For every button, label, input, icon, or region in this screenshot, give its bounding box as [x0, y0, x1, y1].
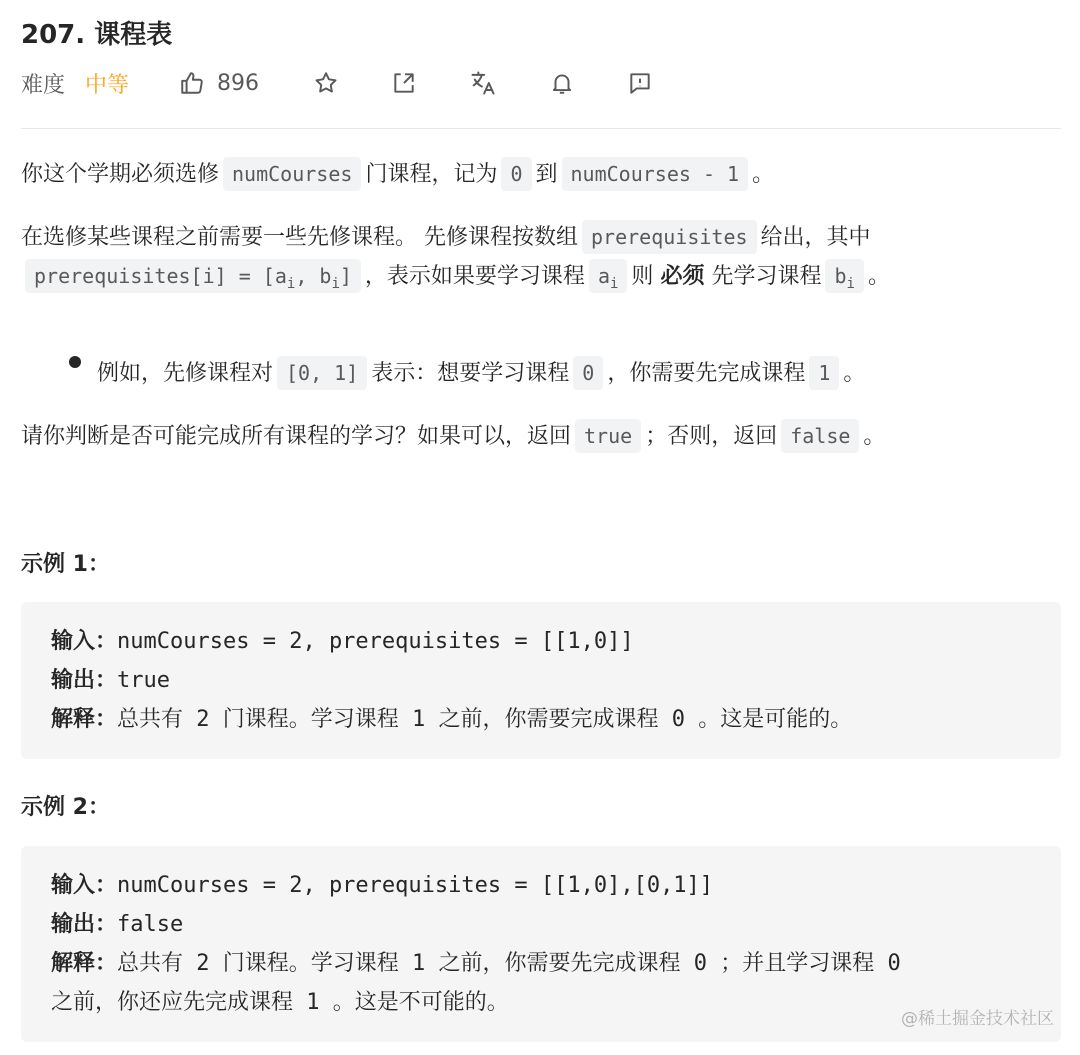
- list-bullet: [69, 356, 81, 368]
- input-value: numCourses = 2, prerequisites = [[1,0],[0,1]]: [117, 873, 714, 898]
- difficulty-label: 难度: [21, 72, 66, 98]
- subscript: i: [331, 276, 340, 292]
- inline-code: numCourses: [223, 157, 361, 191]
- text: ，你需要先完成课程: [607, 361, 806, 386]
- bell-icon: [549, 70, 575, 96]
- text: 先学习课程: [711, 264, 822, 289]
- text: 例如，先修课程对: [97, 361, 274, 386]
- input-label: 输入：: [51, 873, 118, 898]
- share-icon: [391, 70, 417, 96]
- like-count: 896: [217, 70, 260, 96]
- code-text: prerequisites[i] = [a: [34, 264, 287, 288]
- code-text: , b: [295, 264, 332, 288]
- example-output-line: [51, 905, 183, 944]
- text: 给出，其中: [760, 225, 871, 250]
- favorite-button[interactable]: [313, 70, 339, 96]
- divider: [21, 128, 1061, 129]
- example-1-heading: 示例 1：: [21, 552, 110, 577]
- star-icon: [313, 70, 339, 96]
- explain-value: 总共有 2 门课程。学习课程 1 之前，你需要先完成课程 0 ；并且学习课程 0: [117, 951, 901, 976]
- inline-code: numCourses - 1: [562, 157, 749, 191]
- output-value: true: [117, 668, 170, 693]
- inline-code: [25, 259, 361, 293]
- example-1-block: [21, 602, 1061, 759]
- feedback-icon: [627, 70, 653, 96]
- example-input-line: [51, 866, 713, 905]
- inline-code: true: [575, 419, 641, 453]
- subscript: i: [846, 276, 855, 292]
- thumb-up-icon: [179, 70, 205, 96]
- inline-code: [0, 1]: [277, 356, 367, 390]
- text: 。: [863, 424, 886, 449]
- example-explain-line: [51, 944, 901, 983]
- text: ，表示如果要学习课程: [364, 264, 585, 289]
- code-text: b: [834, 264, 847, 288]
- inline-code: 0: [573, 356, 603, 390]
- subscript: i: [609, 276, 619, 292]
- description-paragraph-3: [21, 417, 1061, 456]
- text: 则: [631, 264, 654, 289]
- input-value: numCourses = 2, prerequisites = [[1,0]]: [117, 629, 634, 654]
- output-label: 输出：: [51, 912, 118, 937]
- explain-value: 总共有 2 门课程。学习课程 1 之前，你需要完成课程 0 。这是可能的。: [117, 707, 853, 732]
- text: 请你判断是否可能完成所有课程的学习？如果可以，返回: [21, 424, 572, 449]
- bold-text: 必须: [660, 264, 705, 289]
- problem-meta-bar: [21, 66, 1061, 100]
- example-2-heading: 示例 2：: [21, 795, 110, 820]
- description-list-item: [97, 354, 1057, 393]
- example-input-line: [51, 622, 634, 661]
- text: 门课程，记为: [365, 162, 498, 187]
- output-value: false: [117, 912, 184, 937]
- example-explain-line-2: 之前，你还应先完成课程 1 。这是不可能的。: [51, 990, 509, 1015]
- translate-icon: [469, 69, 497, 97]
- inline-code: prerequisites: [582, 220, 757, 254]
- text: 。: [867, 264, 890, 289]
- feedback-button[interactable]: [627, 70, 653, 96]
- like-button[interactable]: [179, 70, 259, 96]
- explain-label: 解释：: [51, 707, 118, 732]
- example-explain-line: [51, 700, 852, 739]
- text: 。: [752, 162, 775, 187]
- example-output-line: [51, 661, 170, 700]
- inline-code: 0: [501, 157, 531, 191]
- description-paragraph-2: [21, 218, 1021, 303]
- code-text: ]: [339, 264, 352, 288]
- text: 你这个学期必须选修: [21, 162, 220, 187]
- code-text: a: [597, 264, 610, 288]
- text: ；否则，返回: [645, 424, 778, 449]
- share-button[interactable]: [391, 70, 417, 96]
- translate-button[interactable]: [469, 69, 497, 97]
- inline-code: [825, 259, 863, 293]
- watermark: @稀土掘金技术社区: [901, 1009, 1054, 1029]
- inline-code: false: [781, 419, 859, 453]
- inline-code: 1: [809, 356, 839, 390]
- inline-code: [589, 259, 627, 293]
- input-label: 输入：: [51, 629, 118, 654]
- subscript: i: [286, 276, 296, 292]
- subscribe-button[interactable]: [549, 70, 575, 96]
- page-title: 207. 课程表: [21, 20, 173, 50]
- explain-label: 解释：: [51, 951, 118, 976]
- text: 。: [843, 361, 866, 386]
- text: 表示：想要学习课程: [371, 361, 570, 386]
- output-label: 输出：: [51, 668, 118, 693]
- text: 在选修某些课程之前需要一些先修课程。 先修课程按数组: [21, 225, 578, 250]
- text: 到: [535, 162, 558, 187]
- description-paragraph-1: [21, 155, 1061, 194]
- difficulty-badge: 中等: [85, 72, 130, 98]
